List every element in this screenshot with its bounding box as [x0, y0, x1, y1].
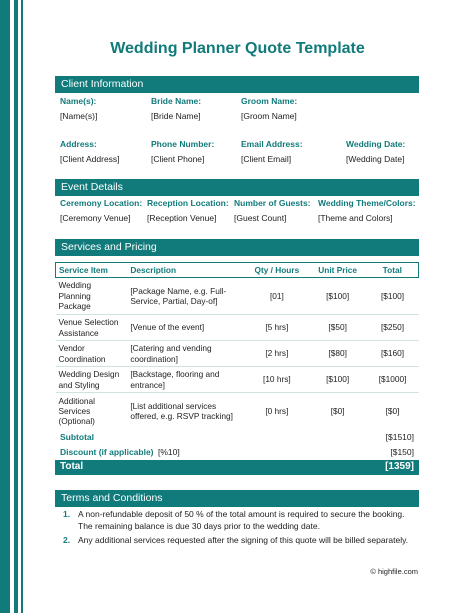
total-cell: [$0] [385, 406, 400, 417]
document-title: Wedding Planner Quote Template [110, 40, 365, 57]
names-value: [Name(s)] [60, 111, 98, 121]
left-decor-bar-thin [21, 0, 23, 613]
table-row [56, 367, 419, 393]
ceremony-location-value: [Ceremony Venue] [60, 213, 131, 223]
discount-label: Discount (if applicable) [60, 447, 154, 457]
names-label: Name(s): [60, 96, 97, 106]
reception-location-label: Reception Location: [147, 198, 229, 208]
qty-cell: [5 hrs] [245, 315, 309, 341]
total-row [55, 460, 419, 475]
subtotal-value: [$1510] [385, 432, 414, 442]
total-value: [1359] [385, 461, 414, 472]
qty-cell: [2 hrs] [245, 341, 309, 367]
unit-price-cell: [$50] [309, 315, 367, 341]
address-label: Address: [60, 139, 97, 149]
col-description: Description [127, 263, 245, 278]
description-cell: [Venue of the event] [127, 315, 245, 341]
description-cell: [Backstage, flooring and entrance] [127, 367, 245, 393]
description-cell: [Catering and vending coordination] [127, 341, 245, 367]
total-cell: [$250] [367, 315, 419, 341]
unit-price-cell: [$0] [330, 406, 345, 417]
reception-location-value: [Reception Venue] [147, 213, 217, 223]
service-item-cell: Wedding Planning Package [56, 278, 128, 315]
service-item-cell: Wedding Design and Styling [56, 367, 128, 393]
services-table-header-row [56, 263, 419, 278]
left-decor-bar-medium [14, 0, 18, 613]
groom-name-label: Groom Name: [241, 96, 298, 106]
term-number: 2. [63, 534, 71, 545]
email-value: [Client Email] [241, 154, 292, 164]
theme-colors-value: [Theme and Colors] [318, 213, 393, 223]
phone-value: [Client Phone] [151, 154, 205, 164]
services-table [55, 262, 419, 430]
guest-count-label: Number of Guests: [234, 198, 311, 208]
subtotal-label: Subtotal [60, 432, 94, 442]
client-info-header: Client Information [55, 76, 419, 93]
term-number: 1. [63, 509, 71, 519]
discount-row [55, 445, 419, 459]
table-row [56, 278, 419, 315]
col-total: Total [367, 263, 419, 278]
table-row [56, 315, 419, 341]
left-decor-bar-thick [0, 0, 10, 613]
event-details-header: Event Details [55, 179, 419, 196]
term-text: A non-refundable deposit of 50 % of the total amount is required to secure the booking. The remaining balance is due 30 days prior to the wedding date. [78, 509, 405, 531]
total-cell: [$160] [367, 341, 419, 367]
bride-name-label: Bride Name: [151, 96, 202, 106]
qty-cell: [0 hrs] [265, 406, 289, 417]
unit-price-cell: [$100] [309, 367, 367, 393]
qty-cell: [10 hrs] [245, 367, 309, 393]
terms-list [60, 509, 420, 549]
terms-header: Terms and Conditions [55, 490, 419, 507]
unit-price-cell: [$100] [309, 278, 367, 315]
discount-percent: [%10] [158, 447, 180, 457]
bride-name-value: [Bride Name] [151, 111, 201, 121]
qty-cell: [01] [245, 278, 309, 315]
groom-name-value: [Groom Name] [241, 111, 297, 121]
list-item [60, 535, 420, 547]
col-unit-price: Unit Price [309, 263, 367, 278]
discount-value: [$150] [390, 447, 414, 457]
guest-count-value: [Guest Count] [234, 213, 287, 223]
ceremony-location-label: Ceremony Location: [60, 198, 143, 208]
email-label: Email Address: [241, 139, 303, 149]
wedding-date-value: [Wedding Date] [346, 154, 405, 164]
theme-colors-label: Wedding Theme/Colors: [318, 198, 416, 208]
col-service-item: Service Item [56, 263, 128, 278]
service-item-cell: Vendor Coordination [56, 341, 128, 367]
services-header: Services and Pricing [55, 239, 419, 256]
term-text: Any additional services requested after the signing of this quote will be billed separately. [78, 534, 409, 545]
unit-price-cell: [$80] [309, 341, 367, 367]
wedding-date-label: Wedding Date: [346, 139, 406, 149]
phone-label: Phone Number: [151, 139, 215, 149]
table-row [56, 393, 419, 430]
description-cell: [List additional services offered, e.g. RSVP tracking] [130, 400, 233, 422]
subtotal-row [55, 430, 419, 444]
address-value: [Client Address] [60, 154, 120, 164]
col-qty-hours: Qty / Hours [245, 263, 309, 278]
service-item-cell: Additional Services (Optional) [58, 395, 95, 427]
total-cell: [$1000] [367, 367, 419, 393]
description-cell: [Package Name, e.g. Full-Service, Partial, Day-of] [127, 278, 245, 315]
footer-credit: © highfile.com [370, 567, 418, 576]
total-label: Total [60, 461, 84, 472]
total-cell: [$100] [367, 278, 419, 315]
table-row [56, 341, 419, 367]
list-item [60, 509, 420, 533]
service-item-cell: Venue Selection Assistance [56, 315, 128, 341]
